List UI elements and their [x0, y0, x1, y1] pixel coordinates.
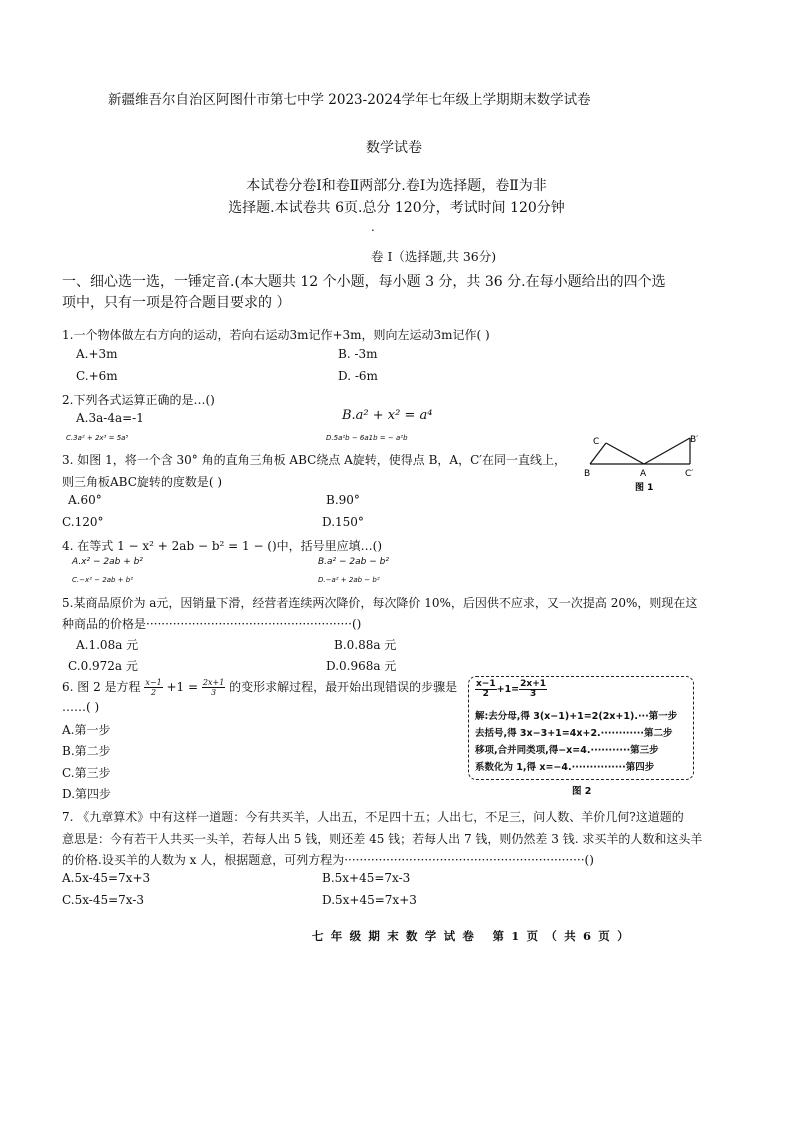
question-5-stem-line-2: 种商品的价格是······················································(): [62, 617, 362, 631]
figure-2-step-4: 系数化为 1,得 x=−4.···············第四步: [475, 762, 655, 773]
question-4-option-a: A.x² − 2ab + b²: [72, 557, 143, 567]
question-6-fraction-2: $\frac{2x+1}{3}$: [202, 678, 225, 697]
question-1-option-b: B. -3m: [338, 347, 378, 361]
question-6-option-a: A.第一步: [62, 723, 111, 737]
volume-label: 卷 Ⅰ（选择题,共 36分): [371, 249, 497, 264]
question-3-option-b: B.90°: [326, 493, 360, 507]
question-2-option-d: D.5a²b − 6a1b = − a²b: [326, 434, 408, 442]
figure-2-step-1: 解:去分母,得 3(x−1)+1=2(2x+1).···第一步: [475, 711, 678, 722]
question-6-option-b: B.第二步: [62, 744, 111, 758]
question-6-stem-line-2: ……( ): [62, 700, 100, 714]
question-7-option-c: C.5x-45=7x-3: [62, 893, 145, 907]
question-7-stem-line-1: 7. 《九章算术》中有这样一道题：今有共买羊，人出五，不足四十五；人出七，不足三，问人数、羊价几何?这道题的: [62, 810, 684, 824]
figure-2-step-2: 去括号,得 3x−3+1=4x+2.············第二步: [475, 728, 673, 739]
figure-1-triangles: [580, 432, 710, 494]
figure-2-equation: $\frac{x-1}{2}$ +1= $\frac{2x+1}{3}$: [476, 679, 547, 699]
question-3-option-d: D.150°: [322, 515, 364, 529]
question-1-option-d: D. -6m: [338, 369, 378, 383]
question-1-stem: 1.一个物体做左右方向的运动，若向右运动3m记作+3m，则向左运动3m记作( ): [62, 328, 490, 342]
question-7-stem-line-3: 的价格.设买羊的人数为 x 人，根据题意，可列方程为·······························································(): [62, 853, 594, 867]
question-6-stem: [62, 678, 457, 697]
fig1-caption: 图 1: [635, 483, 654, 493]
question-2-option-b: B.a² + x² = a⁴: [342, 408, 433, 423]
intro-line-2: 选择题.本试卷共 6页.总分 120分，考试时间 120分钟: [228, 200, 565, 216]
fig1-label-a: A: [640, 469, 647, 479]
question-1-option-c: C.+6m: [76, 369, 118, 383]
section-heading-line-2: 项中，只有一项是符合题目要求的 ）: [62, 295, 291, 311]
question-5-option-b: B.0.88a 元: [334, 638, 397, 652]
question-4-option-c: C.−x² − 2ab + b²: [72, 576, 133, 584]
question-3-option-c: C.120°: [62, 515, 104, 529]
question-2-option-c: C.3a² + 2x³ = 5a⁵: [66, 434, 129, 442]
figure-2-caption: 图 2: [572, 786, 592, 797]
section-heading-line-1: 一、细心选一选，一锤定音.(本大题共 12 个小题，每小题 3 分，共 36 分.在每小题给出的四个选: [62, 274, 666, 290]
question-6-fraction-1: $\frac{x-1}{2}$: [145, 678, 162, 697]
question-6-stem-pre: 6. 图 2 是方程: [62, 680, 141, 694]
question-6-option-c: C.第三步: [62, 766, 111, 780]
figure-2-step-3: 移项,合并同类项,得−x=4.···········第三步: [475, 745, 659, 756]
question-4-option-d: D.−a² + 2ab − b²: [318, 576, 380, 584]
document-subtitle: 数学试卷: [366, 140, 422, 156]
question-6-stem-post: 的变形求解过程，最开始出现错误的步骤是: [229, 680, 458, 694]
question-1-option-a: A.+3m: [76, 347, 118, 361]
question-6-stem-mid: +1 =: [166, 680, 199, 694]
fig1-label-c-prime: C′: [685, 469, 694, 479]
document-title: 新疆维吾尔自治区阿图什市第七中学 2023-2024学年七年级上学期期末数学试卷: [108, 92, 591, 108]
question-5-option-a: A.1.08a 元: [76, 638, 139, 652]
question-2-stem: 2.下列各式运算正确的是…(): [62, 393, 215, 407]
question-5-option-d: D.0.968a 元: [326, 659, 397, 673]
question-2-option-a: A.3a-4a=-1: [76, 411, 144, 425]
fig1-label-b-prime: B′: [690, 435, 699, 445]
question-7-option-a: A.5x-45=7x+3: [62, 871, 151, 885]
question-7-option-b: B.5x+45=7x-3: [322, 871, 411, 885]
question-5-option-c: C.0.972a 元: [68, 659, 138, 673]
question-3-stem-line-2: 则三角板ABC旋转的度数是( ): [62, 475, 223, 489]
question-3-stem-line-1: 3. 如图 1，将一个含 30° 角的直角三角板 ABC绕点 A旋转，使得点 B，A，C′在同一直线上，: [62, 453, 567, 467]
intro-dot: .: [371, 220, 375, 234]
question-4-option-b: B.a² − 2ab − b²: [318, 557, 389, 567]
question-7-option-d: D.5x+45=7x+3: [322, 893, 417, 907]
question-6-option-d: D.第四步: [62, 787, 112, 801]
fig1-label-b: B: [584, 469, 591, 479]
question-3-option-a: A.60°: [68, 493, 102, 507]
intro-line-1: 本试卷分卷Ⅰ和卷Ⅱ两部分.卷Ⅰ为选择题，卷Ⅱ为非: [246, 178, 547, 194]
figure-2-box: [468, 676, 694, 780]
page-footer: 七年级期末数学试卷 第1页（共6页）: [312, 929, 636, 943]
question-5-stem-line-1: 5.某商品原价为 a元，因销量下滑，经营者连续两次降价，每次降价 10%，后因供不应求，又一次提高 20%，则现在这: [62, 596, 698, 610]
fig1-label-c: C: [593, 437, 600, 447]
question-7-stem-line-2: 意思是：今有若干人共买一头羊，若每人出 5 钱，则还差 45 钱；若每人出 7 钱，则仍然差 3 钱. 求买羊的人数和这头羊: [62, 832, 703, 846]
question-4-stem: 4. 在等式 1 − x² + 2ab − b² = 1 − ()中，括号里应填…(): [62, 539, 383, 553]
